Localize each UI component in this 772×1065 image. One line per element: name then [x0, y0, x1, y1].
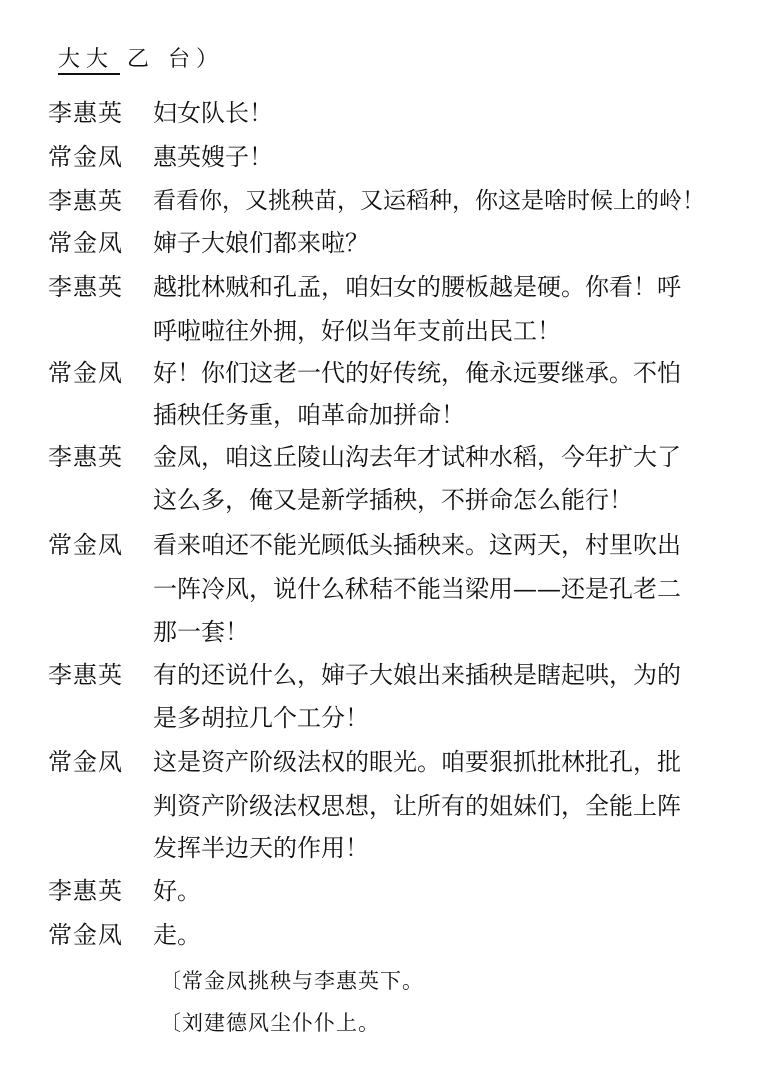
speaker-name: 李惠英	[48, 661, 123, 689]
dialogue-line: 好！你们这老一代的好传统，俺永远要继承。不怕	[153, 359, 681, 387]
dialogue-line: 插秧任务重，咱革命加拼命！	[153, 401, 465, 429]
stage-direction: 〔刘建德风尘仆仆上。	[160, 1011, 380, 1035]
speaker-name: 常金凤	[48, 748, 123, 776]
dialogue-line: 好。	[153, 877, 201, 905]
dialogue-line: 婶子大娘们都来啦？	[153, 229, 369, 257]
dialogue-line: 那一套！	[153, 618, 249, 646]
dialogue-line: 看来咱还不能光顾低头插秧来。这两天，村里吹出	[153, 531, 681, 559]
dialogue-line: 妇女队长！	[153, 99, 273, 127]
speaker-name: 常金凤	[48, 229, 123, 257]
header-underline	[58, 73, 120, 75]
speaker-name: 李惠英	[48, 273, 123, 301]
dialogue-line: 看看你，又挑秧苗，又运稻种，你这是啥时候上的岭！	[153, 188, 705, 214]
dialogue-line: 走。	[153, 921, 201, 949]
dialogue-line: 呼啦啦往外拥，好似当年支前出民工！	[153, 317, 561, 345]
speaker-name: 常金凤	[48, 143, 123, 171]
dialogue-line: 有的还说什么，婶子大娘出来插秧是瞎起哄，为的	[153, 661, 681, 689]
dialogue-line: 越批林贼和孔孟，咱妇女的腰板越是硬。你看！呼	[153, 273, 681, 301]
speaker-name: 李惠英	[48, 187, 123, 215]
stage-direction: 〔常金凤挑秧与李惠英下。	[160, 969, 424, 993]
speaker-name: 李惠英	[48, 443, 123, 471]
speaker-name: 常金凤	[48, 921, 123, 949]
dialogue-line: 惠英嫂子！	[153, 143, 273, 171]
speaker-name: 常金凤	[48, 359, 123, 387]
speaker-name: 李惠英	[48, 99, 123, 127]
dialogue-line: 一阵冷风，说什么秫秸不能当梁用——还是孔老二	[153, 575, 681, 603]
speaker-name: 李惠英	[48, 877, 123, 905]
dialogue-line: 判资产阶级法权思想，让所有的姐妹们，全能上阵	[153, 792, 681, 820]
dialogue-line: 是多胡拉几个工分！	[153, 704, 369, 732]
scene-header: 大大 乙 台）	[58, 47, 224, 72]
dialogue-line: 金凤，咱这丘陵山沟去年才试种水稻，今年扩大了	[153, 443, 681, 471]
speaker-name: 常金凤	[48, 531, 123, 559]
dialogue-line: 这是资产阶级法权的眼光。咱要狠抓批林批孔，批	[153, 748, 681, 776]
dialogue-line: 这么多，俺又是新学插秧，不拼命怎么能行！	[153, 486, 633, 514]
dialogue-line: 发挥半边天的作用！	[153, 834, 369, 862]
